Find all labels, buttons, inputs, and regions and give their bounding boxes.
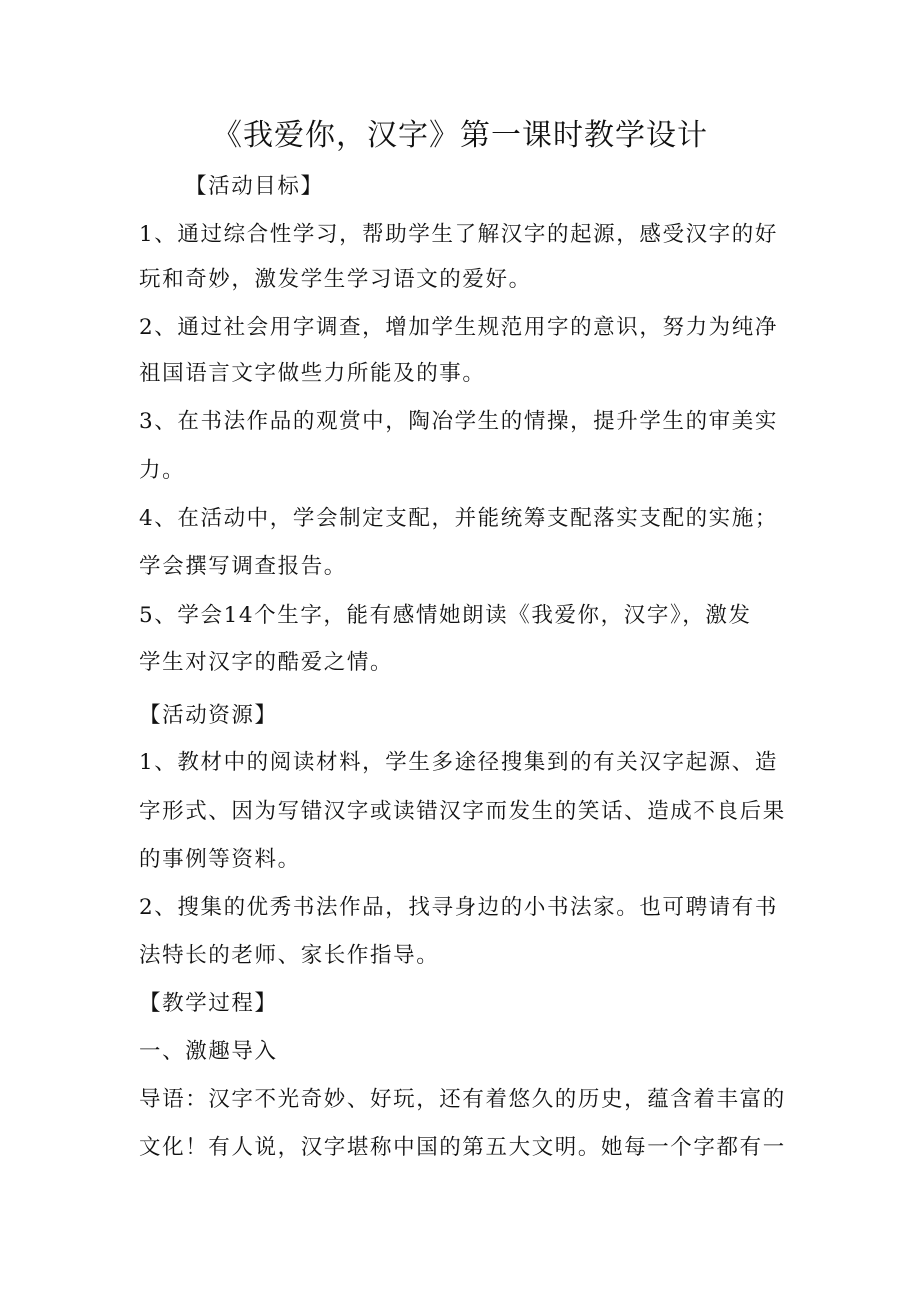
text-line: 玩和奇妙，激发学生学习语文的爱好。	[139, 267, 532, 292]
text-line: 法特长的老师、家长作指导。	[139, 943, 440, 968]
text-line: 5、学会14个生字，能有感情她朗读《我爱你，汉字》，激发	[139, 603, 752, 628]
text-line: 的事例等资料。	[139, 847, 301, 872]
text-line: 3、在书法作品的观赏中，陶冶学生的情操，提升学生的审美实	[139, 409, 778, 434]
document-title: 《我爱你，汉字》第一课时教学设计	[212, 118, 708, 153]
section-heading-activity-resources: 【活动资源】	[139, 703, 278, 728]
text-line: 字形式、因为写错汉字或读错汉字而发生的笑话、造成不良后果	[139, 799, 786, 824]
text-line: 力。	[139, 458, 186, 483]
subsection-heading: 一、激趣导入	[139, 1039, 278, 1064]
text-line: 1、教材中的阅读材料，学生多途径搜集到的有关汉字起源、造	[139, 750, 778, 775]
section-heading-activity-goals: 【活动目标】	[185, 174, 324, 199]
text-line: 学生对汉字的酷爱之情。	[139, 650, 394, 675]
text-line: 祖国语言文字做些力所能及的事。	[139, 361, 486, 386]
text-line: 2、通过社会用字调查，增加学生规范用字的意识，努力为纯净	[139, 315, 778, 340]
text-line: 2、搜集的优秀书法作品，找寻身边的小书法家。也可聘请有书	[139, 895, 778, 920]
section-heading-teaching-process: 【教学过程】	[139, 991, 278, 1016]
text-line: 文化！有人说，汉字堪称中国的第五大文明。她每一个字都有一	[139, 1135, 786, 1160]
text-line: 导语：汉字不光奇妙、好玩，还有着悠久的历史，蕴含着丰富的	[139, 1087, 786, 1112]
text-line: 学会撰写调查报告。	[139, 554, 347, 579]
text-line: 4、在活动中，学会制定支配，并能统筹支配落实支配的实施；	[139, 506, 778, 531]
text-line: 1、通过综合性学习，帮助学生了解汉字的起源，感受汉字的好	[139, 222, 778, 247]
